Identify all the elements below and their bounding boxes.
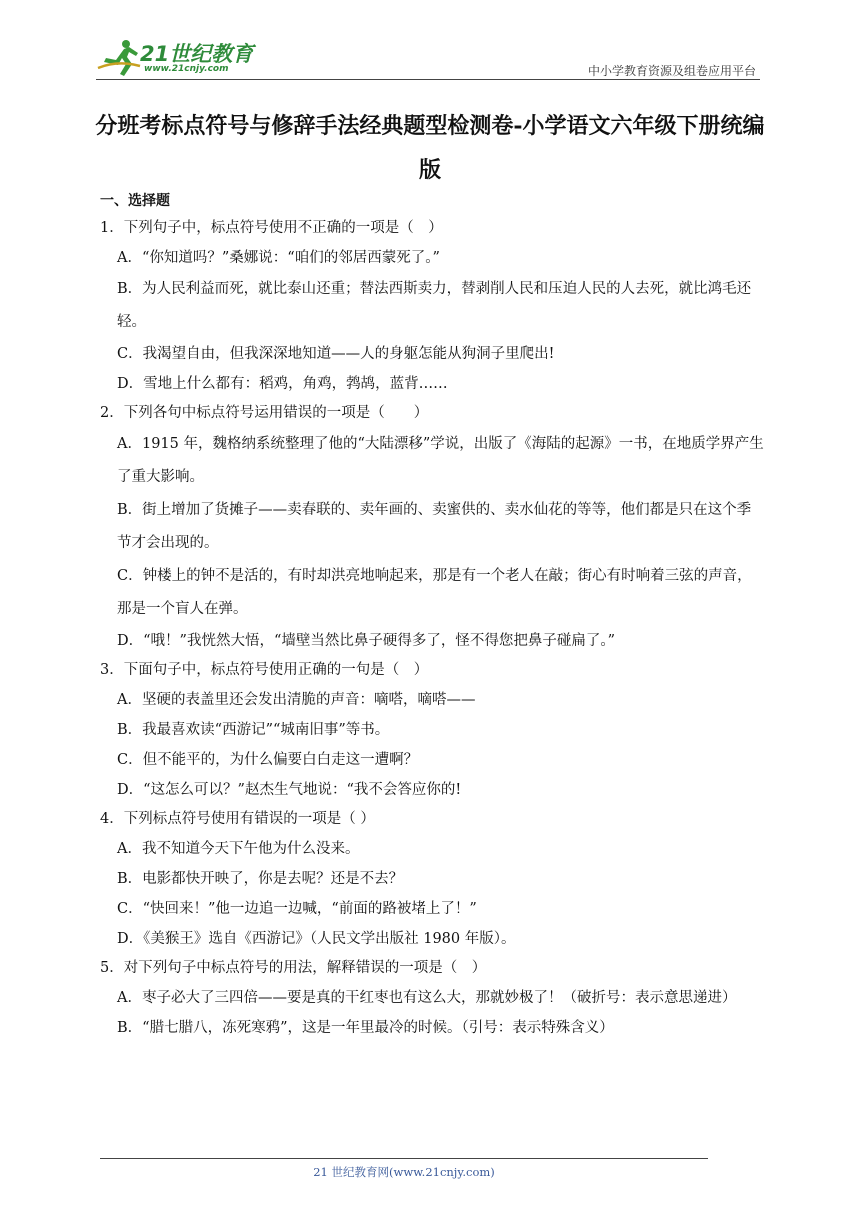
option-a: A．“你知道吗？”桑娜说：“咱们的邻居西蒙死了。” — [117, 250, 440, 266]
option-d: D．“哦！”我恍然大悟，“墙壁当然比鼻子硬得多了，怪不得您把鼻子碰扁了。” — [117, 633, 616, 649]
question-stem: 3．下面句子中，标点符号使用正确的一句是（ ） — [100, 662, 429, 678]
footer-divider — [100, 1158, 708, 1159]
option-b: B．为人民利益而死，就比泰山还重；替法西斯卖力，替剥削人民和压迫人民的人去死，就比鸿毛还轻。 — [117, 281, 752, 330]
question-5 — [100, 954, 764, 1043]
option-a: A．枣子必大了三四倍——要是真的干红枣也有这么大，那就妙极了！（破折号：表示意思递进） — [117, 990, 737, 1006]
question-stem: 4．下列标点符号使用有错误的一项是（ ） — [100, 811, 375, 827]
page-title: 分班考标点符号与修辞手法经典题型检测卷-小学语文六年级下册统编版 — [95, 113, 765, 183]
logo-text: 21世纪教育 — [140, 42, 254, 66]
question-2 — [100, 399, 764, 656]
header-divider — [96, 79, 760, 80]
option-c: C．钟楼上的钟不是活的，有时却洪亮地响起来，那是有一个老人在敲；街心有时响着三弦的声音，那是一个盲人在弹。 — [117, 568, 752, 617]
question-4 — [100, 805, 764, 954]
option-a: A．坚硬的表盖里还会发出清脆的声音：嘀嗒，嘀嗒—— — [117, 692, 476, 708]
option-a: A．我不知道今天下午他为什么没来。 — [117, 841, 360, 857]
question-3 — [100, 656, 764, 805]
question-list — [100, 214, 764, 1043]
option-b: B．“腊七腊八，冻死寒鸦”，这是一年里最冷的时候。（引号：表示特殊含义） — [117, 1020, 614, 1036]
option-c: C．但不能平的，为什么偏要白白走这一遭啊？ — [117, 752, 419, 768]
question-stem: 5．对下列句子中标点符号的用法，解释错误的一项是（ ） — [100, 960, 487, 976]
question-stem: 1．下列句子中，标点符号使用不正确的一项是（ ） — [100, 220, 443, 236]
runner-icon — [96, 38, 142, 78]
option-d: D．《美猴王》选自《西游记》（人民文学出版社 1980 年版）。 — [117, 931, 516, 947]
logo-url: www.21cnjy.com — [144, 64, 229, 74]
option-d: D．“这怎么可以？”赵杰生气地说：“我不会答应你的! — [117, 782, 462, 798]
option-d: D．雪地上什么都有：稻鸡，角鸡，鹁鸪，蓝背…… — [117, 376, 448, 392]
logo — [96, 36, 266, 78]
question-stem: 2．下列各句中标点符号运用错误的一项是（ ） — [100, 405, 429, 421]
option-b: B．电影都快开映了，你是去呢？还是不去？ — [117, 871, 404, 887]
option-a: A．1915 年，魏格纳系统整理了他的“大陆漂移”学说，出版了《海陆的起源》一书，在地质学界产生了重大影响。 — [117, 436, 764, 485]
platform-label: 中小学教育资源及组卷应用平台 — [587, 64, 756, 78]
option-c: C．我渴望自由，但我深深地知道——人的身躯怎能从狗洞子里爬出! — [117, 346, 555, 362]
question-1 — [100, 214, 764, 399]
option-b: B．街上增加了货摊子——卖春联的、卖年画的、卖蜜供的、卖水仙花的等等，他们都是只在这个季节才会出现的。 — [117, 502, 752, 551]
option-b: B．我最喜欢读“西游记”“城南旧事”等书。 — [117, 722, 390, 738]
option-c: C．“快回来！”他一边追一边喊，“前面的路被堵上了！” — [117, 901, 477, 917]
page-header — [96, 36, 756, 78]
section-heading: 一、选择题 — [100, 193, 170, 209]
page-footer: 21 世纪教育网(www.21cnjy.com) — [313, 1165, 495, 1179]
